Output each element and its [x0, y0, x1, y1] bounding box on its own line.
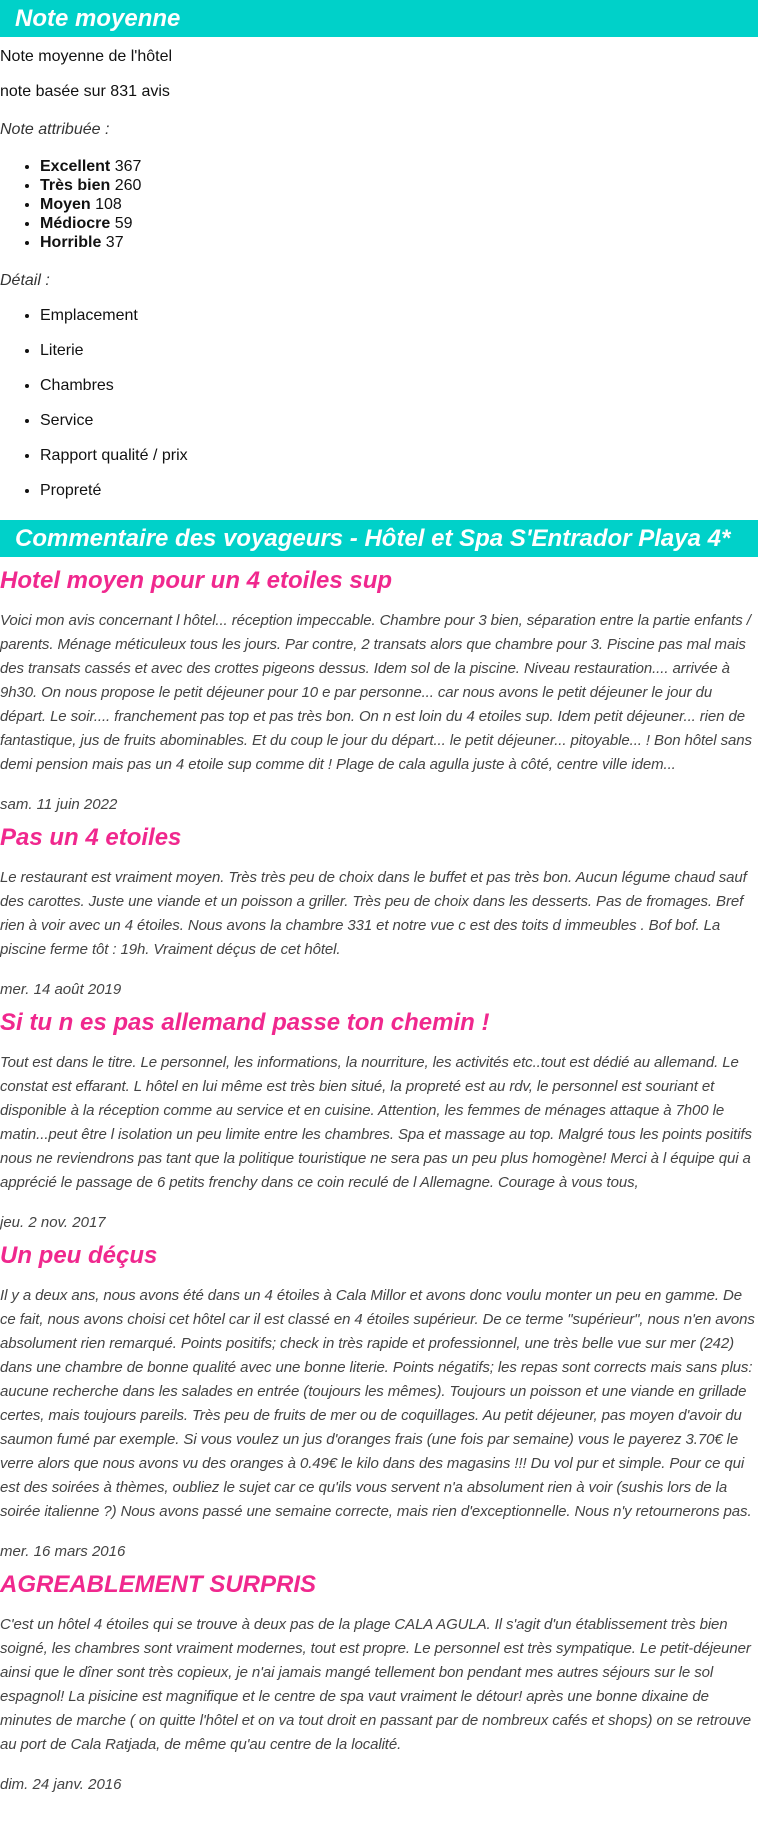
rating-section-header: Note moyenne — [0, 0, 758, 37]
reviews-list — [0, 567, 758, 1794]
rating-item-moyen — [40, 195, 758, 214]
rating-label: Moyen — [40, 196, 91, 213]
review-body: Il y a deux ans, nous avons été dans un 4 étoiles à Cala Millor et avons donc voulu monter un peu en gamme. De ce fait, nous avons choisi cet hôtel car il est classé en 4 étoiles supérieur. De ce terme "supérieur", nous n'en avons absolument rien remarqué. Points positifs; check in très rapide et professionnel, une très belle vue sur mer (242) dans une chambre de bonne qualité avec une bonne literie. Points négatifs; les repas sont corrects mais sans plus: aucune recherche dans les salades en entrée (toujours les mêmes). Toujours un poisson et une viande en grillade certes, mais toujours pareils. Très peu de fruits de mer ou de coquillages. Au petit déjeuner, pas moyen d'avoir du saumon fumé par exemple. Si vous voulez un jus d'oranges frais (une fois par semaine) vous le payerez 3.70€ le verre alors que nous avons vu des oranges à 0.49€ le kilo dans des magasins !!! Du vol pur et simple. Pour ce qui est des soirées à thèmes, oubliez le sujet car ce qu'ils vous servent n'a absolument rien à voir (sushis lors de la soirée italienne ?) Nous avons passé une semaine correcte, mais rien d'exceptionnelle. Nous n'y retournerons pas. — [0, 1287, 755, 1520]
rating-label: Médiocre — [40, 215, 111, 232]
review-body: Voici mon avis concernant l hôtel... réception impeccable. Chambre pour 3 bien, séparation entre la partie enfants / parents. Ménage méticuleux tous les jours. Par contre, 2 transats alors que chambre pour 3. Piscine pas mal mais des transats cassés et avec des crottes pigeons dessus. Idem sol de la piscine. Niveau restauration.... arrivée à 9h30. On nous propose le petit déjeuner pour 10 e par personne... car nous avons le petit déjeuner le jour du départ. Le soir.... franchement pas top et pas très bon. On n est loin du 4 etoiles sup. Idem petit déjeuner... rien de fantastique, jus de fruits abominables. Et du coup le jour du départ... le petit déjeuner... pitoyable... ! Bon hôtel sans demi pension mais pas un 4 etoile sup comme dit ! Plage de cala agulla juste à côté, centre ville idem... — [0, 612, 752, 773]
review-date: sam. 11 juin 2022 — [0, 796, 118, 813]
review-count-text: note basée sur 831 avis — [0, 83, 170, 100]
review-title: Si tu n es pas allemand passe ton chemin ! — [0, 1009, 490, 1036]
review-date: dim. 24 janv. 2016 — [0, 1776, 122, 1793]
rating-count: 59 — [114, 215, 133, 232]
ratings-label: Note attribuée : — [0, 121, 110, 138]
detail-item-proprete: • Propreté — [40, 481, 758, 500]
rating-item-mediocre — [40, 214, 758, 233]
rating-count: 260 — [114, 177, 142, 194]
rating-count: 367 — [114, 158, 142, 175]
average-rating-title: Note moyenne de l'hôtel — [0, 48, 173, 65]
detail-item-service: • Service — [40, 411, 758, 430]
review-date: jeu. 2 nov. 2017 — [0, 1214, 106, 1231]
rating-label: Horrible — [40, 234, 102, 251]
rating-label: Excellent — [40, 158, 111, 175]
rating-count: 37 — [105, 234, 124, 251]
review-title: AGREABLEMENT SURPRIS — [0, 1571, 317, 1598]
review-body: Tout est dans le titre. Le personnel, les informations, la nourriture, les activités etc..tout est dédié au allemand. Le constat est effarant. L hôtel en lui même est très bien situé, la propreté est au rdv, le personnel est souriant et disponible à la réception comme au service et en cuisine. Attention, les femmes de ménages attaque à 7h00 le matin...peut être l isolation un peu limite entre les chambres. Spa et massage au top. Malgré tous les points positifs nous ne reviendrons pas tant que la politique touristique ne sera pas un peu plus homogène! Merci à l équipe qui a apprécié le passage de 6 petits frenchy dans ce coin reculé de l Allemagne. Courage à vous tous, — [0, 1054, 752, 1191]
review-title: Pas un 4 etoiles — [0, 824, 182, 851]
review-item — [0, 1242, 758, 1561]
reviews-section-header: Commentaire des voyageurs - Hôtel et Spa S'Entrador Playa 4* — [0, 520, 758, 557]
detail-item-emplacement: • Emplacement — [40, 306, 758, 325]
review-title: Un peu déçus — [0, 1242, 158, 1269]
review-date: mer. 14 août 2019 — [0, 981, 122, 998]
detail-item-literie: • Literie — [40, 341, 758, 360]
rating-item-tres-bien — [40, 176, 758, 195]
rating-count: 108 — [95, 196, 122, 213]
detail-item-chambres: • Chambres — [40, 376, 758, 395]
detail-label: Détail : — [0, 272, 50, 289]
review-date: mer. 16 mars 2016 — [0, 1543, 126, 1560]
ratings-list — [0, 157, 758, 252]
detail-item-rapport-qualite-prix: • Rapport qualité / prix — [40, 446, 758, 465]
rating-item-excellent — [40, 157, 758, 176]
details-list — [0, 306, 758, 500]
review-body: Le restaurant est vraiment moyen. Très très peu de choix dans le buffet et pas très bon. Aucun légume chaud sauf des carottes. Juste une viande et un poisson a griller. Très peu de choix dans les desserts. Pas de fromages. Bref rien à voir avec un 4 étoiles. Nous avons la chambre 331 et notre vue c est des toits d immeubles . Bof bof. La piscine ferme tôt : 19h. Vraiment déçus de cet hôtel. — [0, 869, 747, 958]
rating-label: Très bien — [40, 177, 111, 194]
review-item — [0, 1009, 758, 1232]
review-body: C'est un hôtel 4 étoiles qui se trouve à deux pas de la plage CALA AGULA. Il s'agit d'un établissement très bien soigné, les chambres sont vraiment modernes, tout est propre. Le personnel est très sympatique. Le petit-déjeuner ainsi que le dîner sont très copieux, je n'ai jamais mangé tellement bon pendant mes autres séjours sur le sol espagnol! La pisicine est magnifique et le centre de spa vaut vraiment le détour! après une bonne dixaine de minutes de marche ( on quitte l'hôtel et on va tout droit en passant par de nombreux cafés et shops) on se retrouve au port de Cala Ratjada, de même qu'au centre de la localité. — [0, 1616, 751, 1753]
review-item — [0, 1571, 758, 1794]
review-item — [0, 567, 758, 814]
review-title: Hotel moyen pour un 4 etoiles sup — [0, 567, 393, 594]
review-item — [0, 824, 758, 999]
rating-item-horrible — [40, 233, 758, 252]
